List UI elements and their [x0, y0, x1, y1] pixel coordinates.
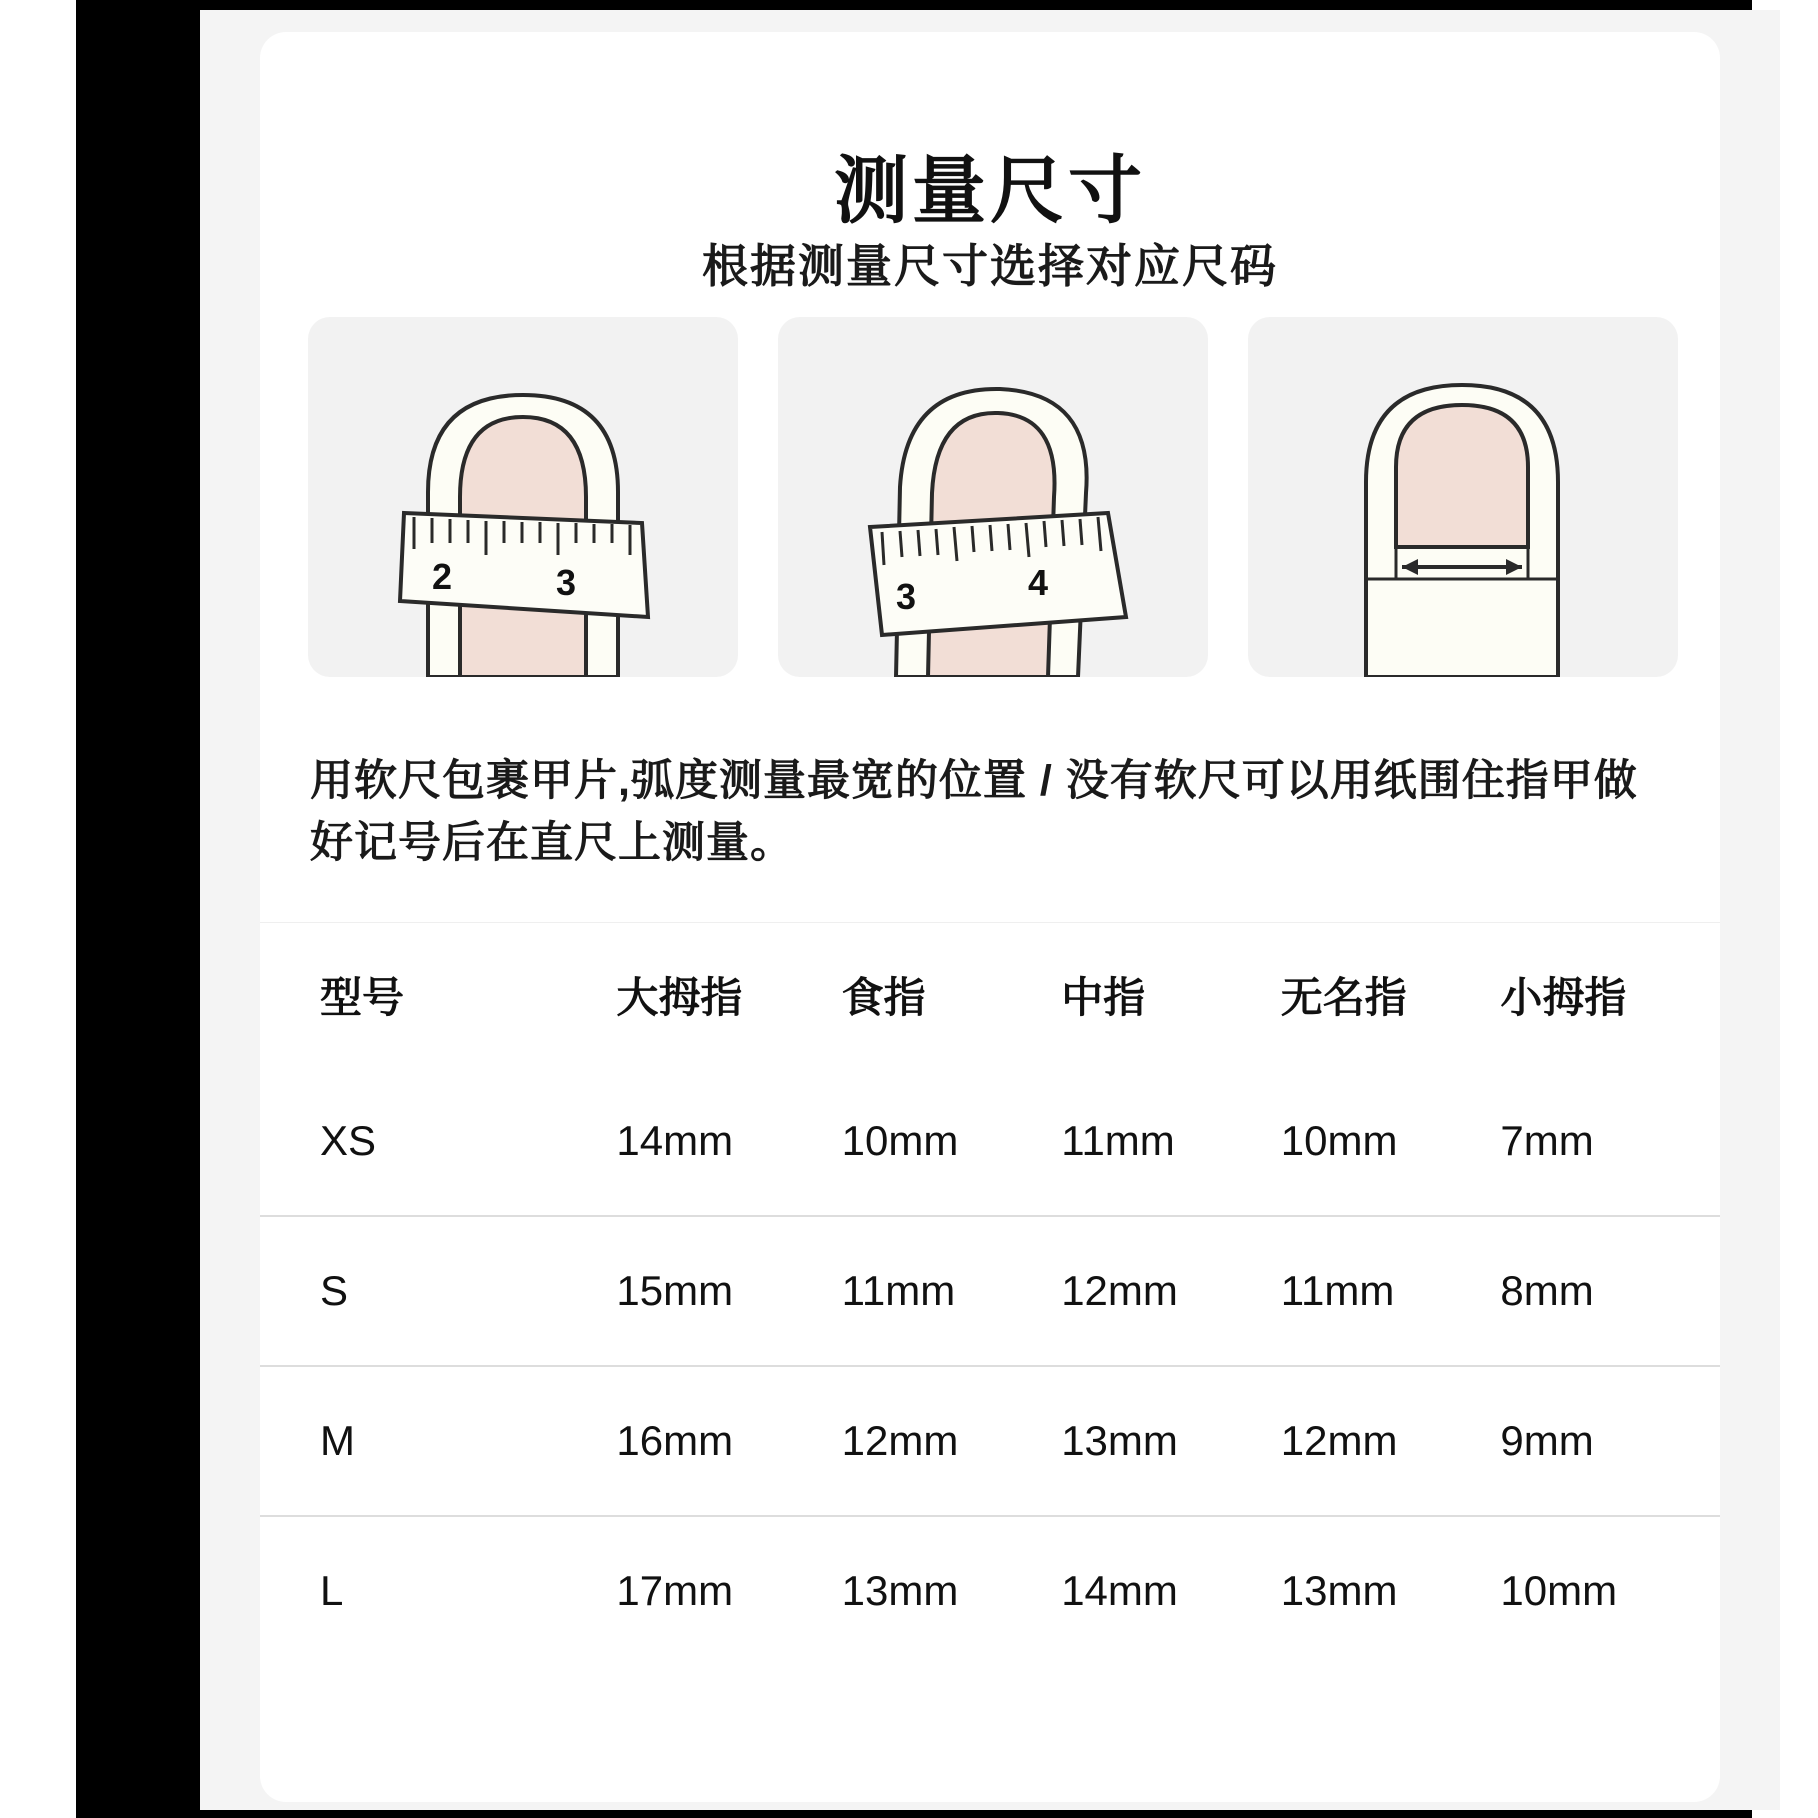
- cell-index: 12mm: [842, 1366, 1062, 1516]
- cell-middle: 14mm: [1061, 1516, 1281, 1665]
- table-row: [260, 1067, 1720, 1216]
- header-thumb: 大拇指: [616, 974, 743, 1021]
- measure-instructions: 用软尺包裹甲片,弧度测量最宽的位置 / 没有软尺可以用纸围住指甲做好记号后在直尺上测量。: [310, 757, 1638, 868]
- cell-model: S: [260, 1216, 586, 1366]
- header-middle: 中指: [1061, 974, 1146, 1021]
- cell-model: XS: [320, 1117, 377, 1164]
- header-index: 食指: [841, 974, 926, 1021]
- cell-ring: 11mm: [1281, 1216, 1501, 1366]
- cell-pinky: 9mm: [1500, 1366, 1720, 1516]
- cell-pinky: 7mm: [1500, 1117, 1594, 1164]
- ruler-label-4: 4: [1028, 562, 1049, 603]
- cell-ring: 10mm: [1280, 1117, 1398, 1164]
- table-row: [260, 1366, 1720, 1516]
- cell-index: 10mm: [841, 1117, 959, 1164]
- cell-ring: 13mm: [1281, 1516, 1501, 1665]
- table-row: [260, 1216, 1720, 1366]
- cell-middle: 11mm: [1061, 1117, 1175, 1164]
- cell-ring: 12mm: [1281, 1366, 1501, 1516]
- cell-middle: 12mm: [1061, 1216, 1281, 1366]
- header-pinky: 小拇指: [1500, 974, 1627, 1021]
- cell-thumb: 16mm: [586, 1366, 841, 1516]
- header-model: 型号: [320, 974, 405, 1021]
- page-title: 测量尺寸: [834, 149, 1146, 232]
- photo-frame-border: [76, 0, 1752, 1818]
- nail-width-arrow-icon: [1248, 317, 1678, 677]
- size-table-wrap: [260, 922, 1720, 1665]
- cell-thumb: 14mm: [616, 1117, 734, 1164]
- header-ring: 无名指: [1280, 974, 1407, 1021]
- cell-index: 11mm: [842, 1216, 1062, 1366]
- cell-thumb: 15mm: [586, 1216, 841, 1366]
- illustration-panel-3: [1248, 317, 1678, 677]
- cell-model: L: [260, 1516, 586, 1665]
- ruler-label-2: 2: [432, 556, 453, 597]
- table-row: [260, 1516, 1720, 1665]
- cell-pinky: 8mm: [1500, 1216, 1720, 1366]
- table-header-row: [260, 923, 1720, 1067]
- size-guide-card: [260, 32, 1720, 1802]
- photo-frame-inner: [200, 10, 1780, 1810]
- size-table: [260, 923, 1720, 1665]
- finger-tape-3-4-icon: [778, 317, 1208, 677]
- cell-model: M: [260, 1366, 586, 1516]
- illustration-panel-1: [308, 317, 738, 677]
- cell-index: 13mm: [842, 1516, 1062, 1665]
- illustration-row: [308, 317, 1678, 677]
- finger-tape-2-3-icon: [308, 317, 738, 677]
- cell-pinky: 10mm: [1500, 1516, 1720, 1665]
- cell-thumb: 17mm: [586, 1516, 841, 1665]
- ruler-label-3: 3: [896, 576, 917, 617]
- ruler-label-3: 3: [556, 562, 577, 603]
- page-subtitle: 根据测量尺寸选择对应尺码: [702, 240, 1278, 292]
- illustration-panel-2: [778, 317, 1208, 677]
- cell-middle: 13mm: [1061, 1366, 1281, 1516]
